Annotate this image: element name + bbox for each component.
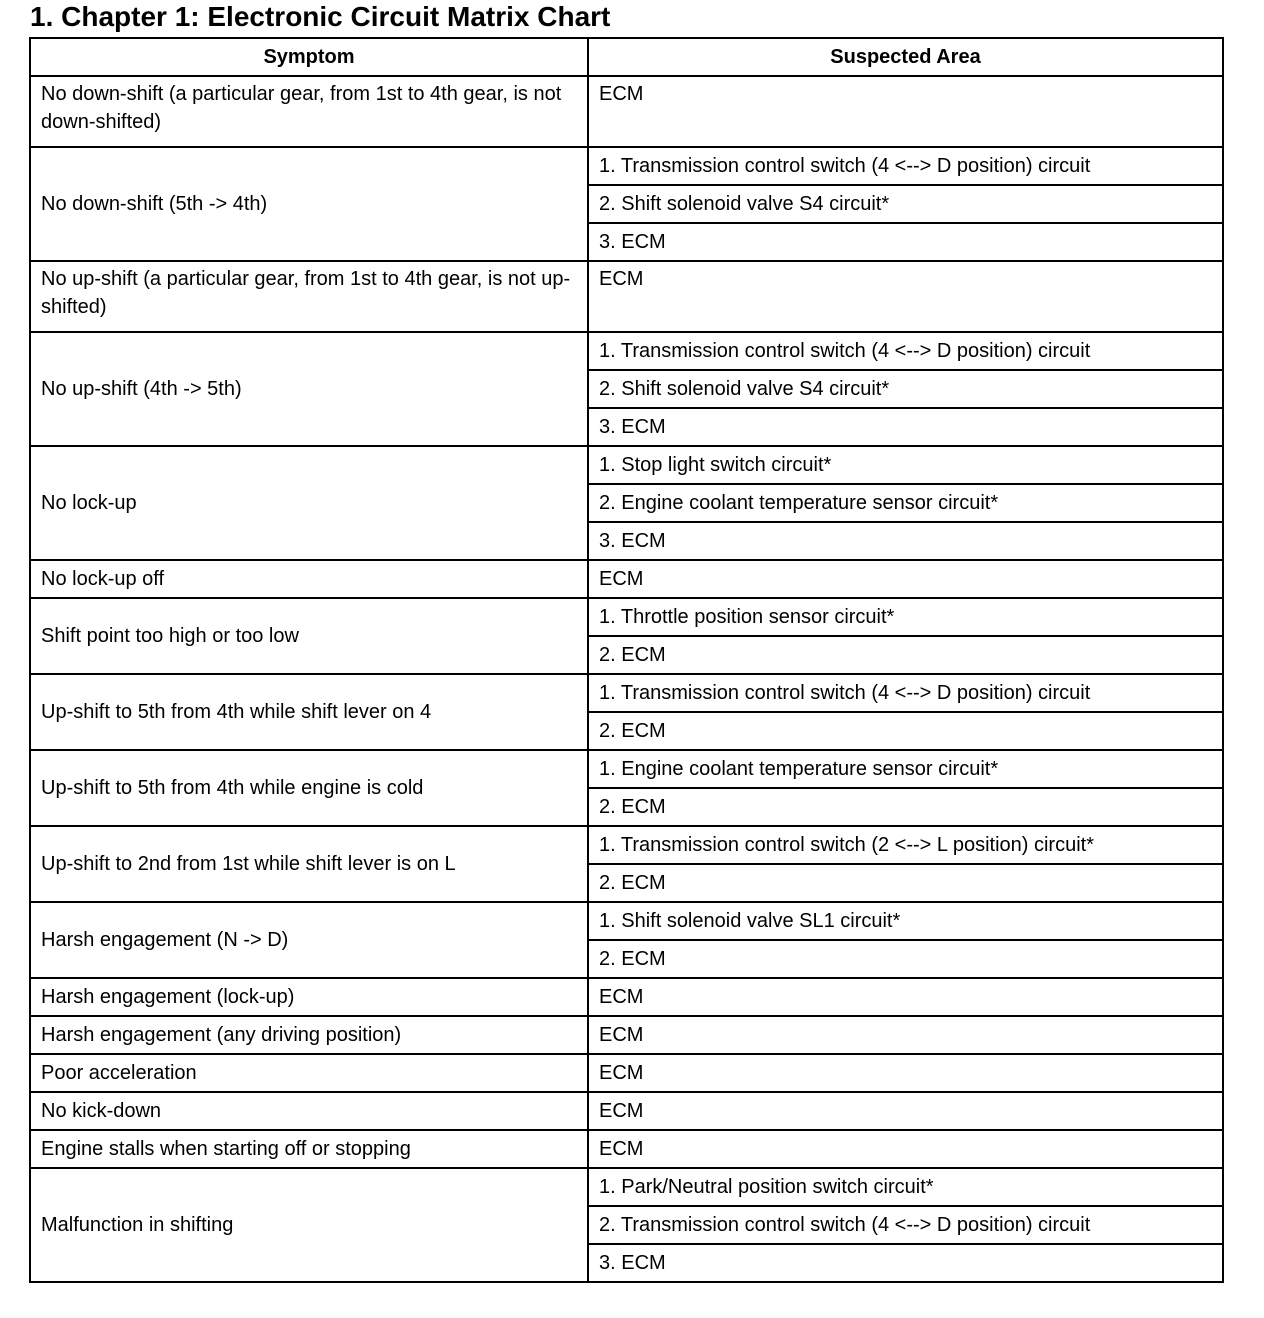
symptom-cell: Up-shift to 2nd from 1st while shift lever is on L	[30, 826, 588, 902]
suspected-area-cell: 2. ECM	[588, 788, 1223, 826]
suspected-area-cell: 1. Engine coolant temperature sensor circuit*	[588, 750, 1223, 788]
table-row	[30, 332, 1223, 370]
symptom-cell: Harsh engagement (N -> D)	[30, 902, 588, 978]
table-row	[30, 598, 1223, 636]
suspected-area-cell: 1. Transmission control switch (4 <--> D position) circuit	[588, 332, 1223, 370]
suspected-area-cell: 2. ECM	[588, 712, 1223, 750]
table-header-row	[30, 38, 1223, 76]
table-row	[30, 76, 1223, 147]
symptom-cell: Harsh engagement (lock-up)	[30, 978, 588, 1016]
symptom-cell: No lock-up off	[30, 560, 588, 598]
page-title: 1. Chapter 1: Electronic Circuit Matrix Chart	[30, 1, 611, 32]
suspected-area-cell: ECM	[588, 1092, 1223, 1130]
table-row	[30, 1016, 1223, 1054]
suspected-area-cell: 2. Shift solenoid valve S4 circuit*	[588, 185, 1223, 223]
column-header-symptom: Symptom	[30, 38, 588, 76]
table-row	[30, 826, 1223, 864]
suspected-area-cell: ECM	[588, 261, 1223, 332]
symptom-cell: Engine stalls when starting off or stopping	[30, 1130, 588, 1168]
table-row	[30, 750, 1223, 788]
table-row	[30, 560, 1223, 598]
symptom-cell: Up-shift to 5th from 4th while shift lever on 4	[30, 674, 588, 750]
suspected-area-cell: 2. Transmission control switch (4 <--> D position) circuit	[588, 1206, 1223, 1244]
table-row	[30, 1054, 1223, 1092]
suspected-area-cell: 1. Throttle position sensor circuit*	[588, 598, 1223, 636]
table-row	[30, 446, 1223, 484]
symptom-cell: No down-shift (5th -> 4th)	[30, 147, 588, 261]
suspected-area-cell: 3. ECM	[588, 223, 1223, 261]
symptom-cell: No lock-up	[30, 446, 588, 560]
symptom-cell: No up-shift (4th -> 5th)	[30, 332, 588, 446]
column-header-suspected-area: Suspected Area	[588, 38, 1223, 76]
symptom-cell: Poor acceleration	[30, 1054, 588, 1092]
electronic-circuit-matrix-table	[29, 37, 1224, 1283]
suspected-area-cell: 1. Park/Neutral position switch circuit*	[588, 1168, 1223, 1206]
suspected-area-cell: ECM	[588, 76, 1223, 147]
suspected-area-cell: 1. Stop light switch circuit*	[588, 446, 1223, 484]
table-row	[30, 1168, 1223, 1206]
symptom-cell: Malfunction in shifting	[30, 1168, 588, 1282]
table-row	[30, 674, 1223, 712]
suspected-area-cell: 2. Shift solenoid valve S4 circuit*	[588, 370, 1223, 408]
table-row	[30, 261, 1223, 332]
suspected-area-cell: ECM	[588, 978, 1223, 1016]
table-row	[30, 1130, 1223, 1168]
suspected-area-cell: 3. ECM	[588, 1244, 1223, 1282]
table-row	[30, 1092, 1223, 1130]
suspected-area-cell: 1. Shift solenoid valve SL1 circuit*	[588, 902, 1223, 940]
table-row	[30, 147, 1223, 185]
suspected-area-cell: 2. ECM	[588, 636, 1223, 674]
suspected-area-cell: ECM	[588, 1130, 1223, 1168]
suspected-area-cell: 1. Transmission control switch (4 <--> D position) circuit	[588, 147, 1223, 185]
table-row	[30, 978, 1223, 1016]
suspected-area-cell: 2. Engine coolant temperature sensor circuit*	[588, 484, 1223, 522]
suspected-area-cell: 1. Transmission control switch (4 <--> D position) circuit	[588, 674, 1223, 712]
symptom-cell: No up-shift (a particular gear, from 1st to 4th gear, is not up-shifted)	[30, 261, 588, 332]
symptom-cell: No down-shift (a particular gear, from 1st to 4th gear, is not down-shifted)	[30, 76, 588, 147]
table-row	[30, 902, 1223, 940]
suspected-area-cell: 2. ECM	[588, 864, 1223, 902]
suspected-area-cell: 3. ECM	[588, 522, 1223, 560]
symptom-cell: Up-shift to 5th from 4th while engine is cold	[30, 750, 588, 826]
suspected-area-cell: ECM	[588, 560, 1223, 598]
symptom-cell: Harsh engagement (any driving position)	[30, 1016, 588, 1054]
symptom-cell: Shift point too high or too low	[30, 598, 588, 674]
suspected-area-cell: 3. ECM	[588, 408, 1223, 446]
suspected-area-cell: ECM	[588, 1054, 1223, 1092]
suspected-area-cell: 2. ECM	[588, 940, 1223, 978]
suspected-area-cell: ECM	[588, 1016, 1223, 1054]
suspected-area-cell: 1. Transmission control switch (2 <--> L position) circuit*	[588, 826, 1223, 864]
symptom-cell: No kick-down	[30, 1092, 588, 1130]
